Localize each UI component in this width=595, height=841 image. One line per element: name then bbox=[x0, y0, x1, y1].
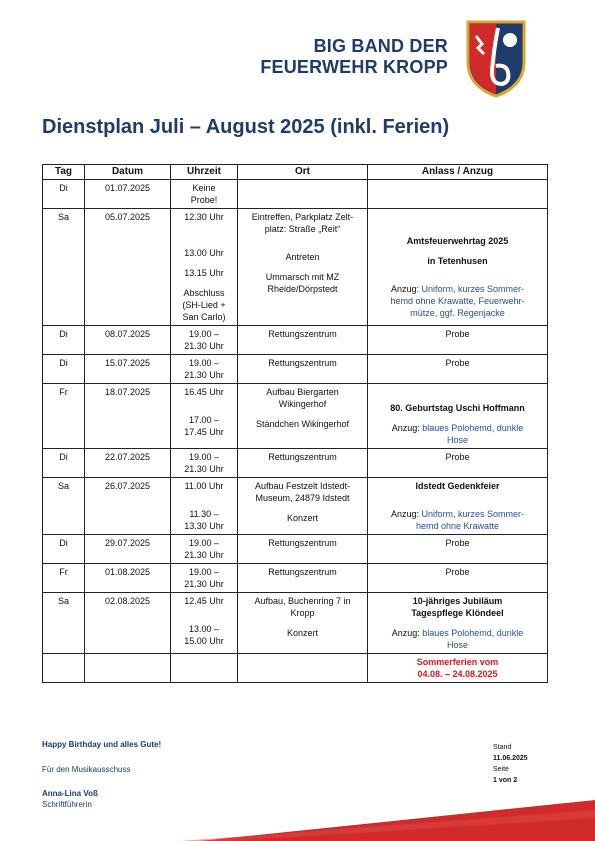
cell-anlass: Probe bbox=[368, 355, 548, 384]
time-line: 13.00 Uhr bbox=[184, 248, 224, 258]
time-line: 13.30 Uhr bbox=[184, 521, 224, 531]
column-header-tag: Tag bbox=[43, 165, 85, 180]
table-row bbox=[43, 326, 548, 355]
cell-uhrzeit bbox=[171, 180, 238, 209]
time-line: 12.30 Uhr bbox=[184, 212, 224, 222]
table-row bbox=[43, 355, 548, 384]
place-line: Antreten bbox=[285, 252, 320, 262]
place-line: Aufbau Biergarten bbox=[266, 387, 339, 397]
dresscode-label: Anzug: bbox=[390, 284, 419, 294]
cell-datum: 26.07.2025 bbox=[85, 478, 171, 535]
cell-uhrzeit bbox=[171, 449, 238, 478]
cell-ort: Rettungszentrum bbox=[238, 564, 368, 593]
cell-tag: Sa bbox=[43, 593, 85, 654]
place-line: platz: Straße „Reit“ bbox=[264, 224, 341, 234]
cell-ort bbox=[238, 593, 368, 654]
dresscode-text: hemd ohne Krawatte, Feuerwehr- bbox=[390, 296, 525, 306]
place-line: Konzert bbox=[286, 628, 319, 638]
schedule-table bbox=[42, 164, 548, 683]
page-number: 1 von 2 bbox=[493, 777, 518, 784]
cell-ort bbox=[238, 384, 368, 449]
stand-label: Stand bbox=[493, 744, 512, 751]
event-title: 80. Geburtstag Uschi Hoffmann bbox=[390, 403, 525, 413]
cell-anlass bbox=[368, 209, 548, 326]
place-line: Aufbau Festzelt Idstedt- bbox=[254, 481, 351, 491]
cell-ort bbox=[238, 209, 368, 326]
author-name: Anna-Lina Voß bbox=[42, 789, 98, 798]
column-header-datum: Datum bbox=[85, 165, 171, 180]
time-line: 21.30 Uhr bbox=[184, 341, 224, 351]
dresscode-label: Anzug: bbox=[390, 509, 419, 519]
table-row bbox=[43, 449, 548, 478]
cell-anlass: Probe bbox=[368, 564, 548, 593]
cell-ort: Rettungszentrum bbox=[238, 355, 368, 384]
dresscode-text: Uniform, kurzes Sommer- bbox=[421, 284, 525, 294]
column-header-ort: Ort bbox=[238, 165, 368, 180]
author-role: Schriftführerin bbox=[42, 800, 92, 809]
cell-tag: Sa bbox=[43, 209, 85, 326]
cell-ort bbox=[238, 478, 368, 535]
cell-uhrzeit bbox=[171, 593, 238, 654]
dresscode-label: Anzug: bbox=[391, 423, 420, 433]
organization-name bbox=[260, 36, 448, 78]
place-line: Aufbau, Buchenring 7 in bbox=[254, 596, 351, 606]
document-meta bbox=[493, 742, 528, 786]
cell-uhrzeit bbox=[171, 564, 238, 593]
cell-ort bbox=[238, 654, 368, 683]
cell-anlass bbox=[368, 180, 548, 209]
cell-anlass bbox=[368, 654, 548, 683]
cell-datum: 08.07.2025 bbox=[85, 326, 171, 355]
page-title: Dienstplan Juli – August 2025 (inkl. Ferien) bbox=[42, 116, 450, 138]
dresscode-text: blaues Polohemd, dunkle bbox=[422, 423, 524, 433]
committee-line: Für den Musikausschuss bbox=[42, 765, 131, 774]
cell-anlass: Probe bbox=[368, 449, 548, 478]
event-title: Idstedt Gedenkfeier bbox=[415, 481, 500, 491]
table-row bbox=[43, 654, 548, 683]
cell-anlass bbox=[368, 478, 548, 535]
table-row bbox=[43, 593, 548, 654]
cell-tag bbox=[43, 654, 85, 683]
band-crest-logo bbox=[464, 18, 528, 98]
time-line: Keine bbox=[192, 183, 216, 193]
dresscode-text: mütze, ggf. Regenjacke bbox=[410, 308, 505, 318]
time-line: 15.00 Uhr bbox=[184, 636, 224, 646]
column-header-anlass: Anlass / Anzug bbox=[368, 165, 548, 180]
cell-uhrzeit bbox=[171, 209, 238, 326]
org-line-2: FEUERWEHR KROPP bbox=[260, 57, 448, 77]
page-label: Seite bbox=[493, 766, 509, 773]
cell-uhrzeit bbox=[171, 326, 238, 355]
time-line: 19.00 – bbox=[188, 452, 220, 462]
cell-datum: 18.07.2025 bbox=[85, 384, 171, 449]
place-line: Rheide/Dörpstedt bbox=[267, 284, 338, 294]
time-line: (SH-Lied + bbox=[182, 300, 226, 310]
table-row bbox=[43, 209, 548, 326]
cell-anlass bbox=[368, 593, 548, 654]
org-line-1: BIG BAND DER bbox=[313, 36, 448, 56]
event-title: Amtsfeuerwehrtag 2025 bbox=[406, 236, 509, 246]
time-line: 21.30 Uhr bbox=[184, 550, 224, 560]
dresscode-text: blaues Polohemd, dunkle bbox=[422, 628, 524, 638]
time-line: 19.00 – bbox=[188, 358, 220, 368]
time-line: 17.00 – bbox=[188, 415, 220, 425]
cell-datum bbox=[85, 654, 171, 683]
time-line: 19.00 – bbox=[188, 329, 220, 339]
cell-anlass: Probe bbox=[368, 535, 548, 564]
time-line: 16.45 Uhr bbox=[184, 387, 224, 397]
time-line: 13.15 Uhr bbox=[184, 268, 224, 278]
holiday-notice: Sommerferien vom bbox=[416, 657, 499, 667]
event-title: 10-jähriges Jubiläum bbox=[412, 596, 503, 606]
place-line: Eintreffen, Parkplatz Zelt- bbox=[251, 212, 354, 222]
cell-ort: Rettungszentrum bbox=[238, 449, 368, 478]
cell-datum: 01.07.2025 bbox=[85, 180, 171, 209]
cell-tag: Di bbox=[43, 326, 85, 355]
cell-datum: 05.07.2025 bbox=[85, 209, 171, 326]
cell-anlass: Probe bbox=[368, 326, 548, 355]
cell-tag: Fr bbox=[43, 564, 85, 593]
time-line: Abschluss bbox=[183, 288, 225, 298]
dresscode-text: Hose bbox=[446, 435, 468, 445]
dresscode-label: Anzug: bbox=[391, 628, 420, 638]
cell-datum: 29.07.2025 bbox=[85, 535, 171, 564]
cell-datum: 02.08.2025 bbox=[85, 593, 171, 654]
table-row bbox=[43, 180, 548, 209]
time-line: Probe! bbox=[190, 195, 218, 205]
place-line: Wikingerhof bbox=[278, 399, 327, 409]
column-header-uhrzeit: Uhrzeit bbox=[171, 165, 238, 180]
cell-tag: Di bbox=[43, 180, 85, 209]
cell-uhrzeit bbox=[171, 384, 238, 449]
time-line: San Carlo) bbox=[182, 312, 226, 322]
cell-ort: Rettungszentrum bbox=[238, 326, 368, 355]
event-title: Tagespflege Klöndeel bbox=[411, 608, 504, 618]
holiday-notice: 04.08. – 24.08.2025 bbox=[417, 669, 498, 679]
cell-tag: Di bbox=[43, 449, 85, 478]
cell-anlass bbox=[368, 384, 548, 449]
dresscode-text: hemd ohne Krawatte bbox=[415, 521, 500, 531]
cell-datum: 22.07.2025 bbox=[85, 449, 171, 478]
table-row bbox=[43, 535, 548, 564]
cell-tag: Di bbox=[43, 355, 85, 384]
table-row bbox=[43, 564, 548, 593]
cell-uhrzeit bbox=[171, 355, 238, 384]
cell-ort bbox=[238, 180, 368, 209]
dresscode-text: Uniform, kurzes Sommer- bbox=[421, 509, 525, 519]
place-line: Konzert bbox=[286, 513, 319, 523]
cell-uhrzeit bbox=[171, 654, 238, 683]
cell-tag: Di bbox=[43, 535, 85, 564]
stand-date: 11.06.2025 bbox=[493, 755, 528, 762]
time-line: 11.00 Uhr bbox=[184, 481, 224, 491]
cell-datum: 15.07.2025 bbox=[85, 355, 171, 384]
place-line: Ummarsch mit MZ bbox=[265, 272, 340, 282]
cell-uhrzeit bbox=[171, 535, 238, 564]
time-line: 13.00 – bbox=[188, 624, 220, 634]
time-line: 19.00 – bbox=[188, 538, 220, 548]
cell-ort: Rettungszentrum bbox=[238, 535, 368, 564]
cell-tag: Sa bbox=[43, 478, 85, 535]
time-line: 21.30 Uhr bbox=[184, 370, 224, 380]
table-header-row bbox=[43, 165, 548, 180]
place-line: Ständchen Wikingerhof bbox=[255, 419, 350, 429]
event-title: in Tetenhusen bbox=[427, 256, 488, 266]
birthday-greeting: Happy Birthday und alles Gute! bbox=[42, 740, 162, 749]
place-line: Museum, 24879 Idstedt bbox=[255, 493, 350, 503]
time-line: 21.30 Uhr bbox=[184, 464, 224, 474]
dresscode-text: Hose bbox=[446, 640, 468, 650]
time-line: 12.45 Uhr bbox=[184, 596, 224, 606]
time-line: 19.00 – bbox=[188, 567, 220, 577]
cell-datum: 01.08.2025 bbox=[85, 564, 171, 593]
table-row bbox=[43, 478, 548, 535]
cell-uhrzeit bbox=[171, 478, 238, 535]
table-row bbox=[43, 384, 548, 449]
time-line: 17.45 Uhr bbox=[184, 427, 224, 437]
time-line: 21.30 Uhr bbox=[184, 579, 224, 589]
place-line: Kropp bbox=[290, 608, 315, 618]
time-line: 11.30 – bbox=[189, 509, 219, 519]
cell-tag: Fr bbox=[43, 384, 85, 449]
